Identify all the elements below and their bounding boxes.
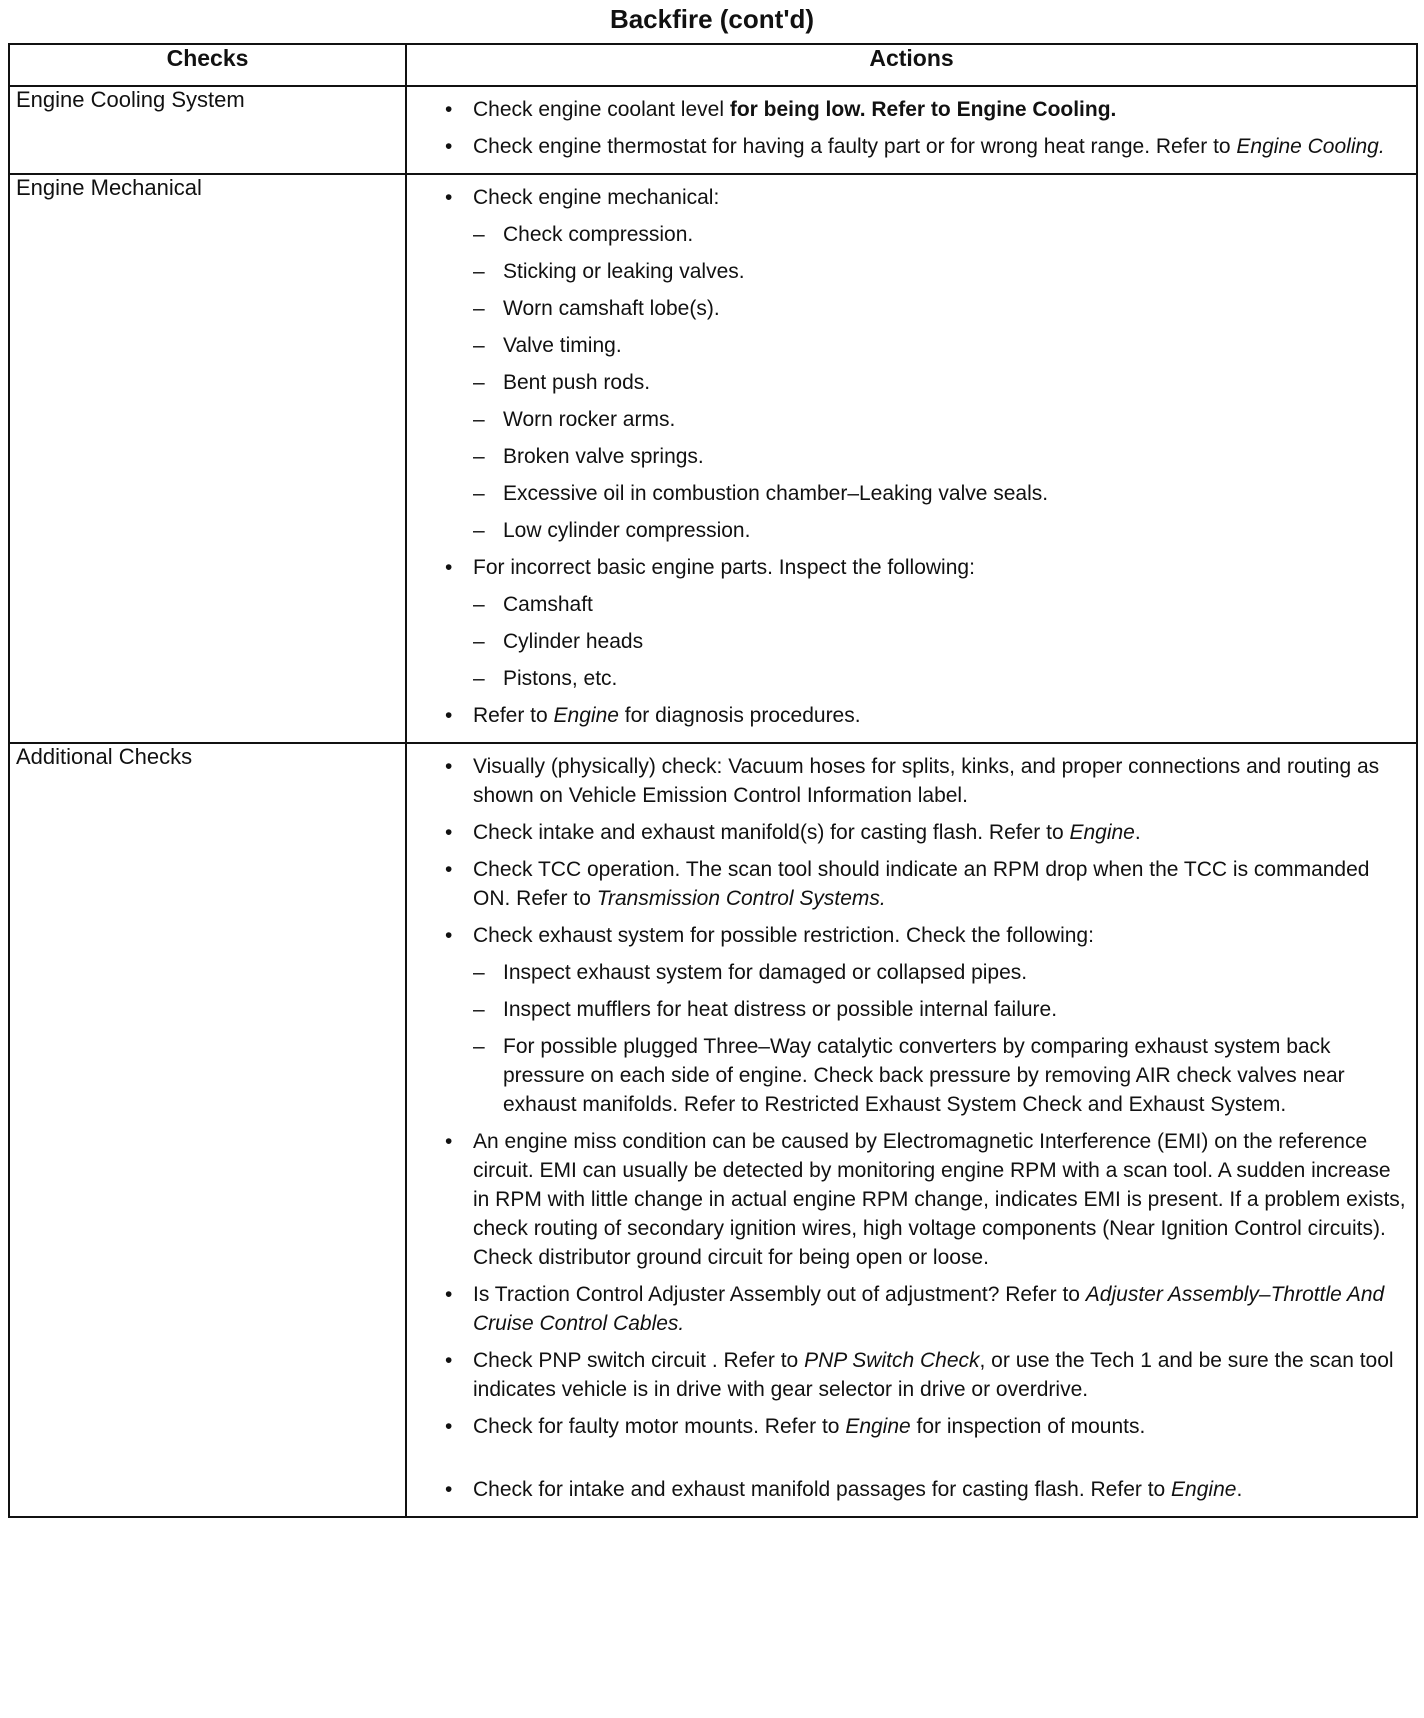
action-text: Check compression. — [503, 223, 694, 246]
table-row — [9, 86, 1417, 174]
action-text: Transmission Control Systems. — [596, 887, 886, 910]
action-text: Visually (physically) check: Vacuum hoses for splits, kinks, and proper connections and routing as shown on Vehicle Emission Control Information label. — [473, 755, 1380, 807]
sub-list-item — [445, 479, 1408, 508]
action-text: Sticking or leaking valves. — [503, 260, 745, 283]
action-text: Refer to — [473, 704, 554, 727]
action-text: Engine — [845, 1415, 911, 1438]
sub-list-item — [445, 257, 1408, 286]
bullet-item — [445, 752, 1408, 810]
action-text: Excessive oil in combustion chamber–Leaking valve seals. — [503, 482, 1049, 505]
action-text: Check engine mechanical: — [473, 186, 720, 209]
table-row — [9, 743, 1417, 1517]
table-row — [9, 174, 1417, 743]
action-text: Check for faulty motor mounts. Refer to — [473, 1415, 846, 1438]
bullet-item — [445, 95, 1408, 124]
action-text: Engine — [1171, 1478, 1237, 1501]
sub-list-item — [445, 516, 1408, 545]
action-text: Inspect mufflers for heat distress or possible internal failure. — [503, 998, 1058, 1021]
action-text: Valve timing. — [503, 334, 622, 357]
bullet-item — [445, 855, 1408, 913]
page-title: Backfire (cont'd) — [609, 4, 815, 34]
check-cell: Engine Cooling System — [9, 86, 406, 174]
action-text: Check TCC operation. The scan tool should indicate an RPM drop when the TCC is commanded ON. Refer to — [473, 858, 1370, 910]
sub-list-item — [445, 995, 1408, 1024]
action-text: for inspection of mounts. — [910, 1415, 1146, 1438]
sub-list-item — [445, 220, 1408, 249]
checks-column-header: Checks — [9, 44, 406, 86]
sub-list-item — [445, 1032, 1408, 1119]
action-text: Low cylinder compression. — [503, 519, 751, 542]
sub-list-item — [445, 405, 1408, 434]
action-text: Engine Cooling. — [1236, 135, 1385, 158]
actions-cell — [406, 174, 1417, 743]
action-text: Check engine coolant level — [473, 98, 730, 121]
action-text: Pistons, etc. — [503, 667, 618, 690]
action-text: Adjuster Assembly–Throttle And Cruise Control Cables. — [473, 1283, 1385, 1335]
action-text: Broken valve springs. — [503, 445, 704, 468]
sub-list-item — [445, 590, 1408, 619]
action-text: Is Traction Control Adjuster Assembly out of adjustment? Refer to — [473, 1283, 1086, 1306]
action-text: for being low. Refer to Engine Cooling. — [729, 98, 1117, 121]
action-text: For incorrect basic engine parts. Inspect the following: — [473, 556, 975, 579]
action-text: Check engine thermostat for having a faulty part or for wrong heat range. Refer to — [473, 135, 1237, 158]
action-text: Worn rocker arms. — [503, 408, 676, 431]
sub-list-item — [445, 368, 1408, 397]
action-text: . — [1236, 1478, 1243, 1501]
action-text: . — [1134, 821, 1141, 844]
actions-cell — [406, 86, 1417, 174]
bullet-item — [445, 553, 1408, 582]
bullet-item — [445, 1127, 1408, 1272]
action-text: PNP Switch Check — [804, 1349, 980, 1372]
action-text: For possible plugged Three–Way catalytic converters by comparing exhaust system back pressure on each side of engine. Check back pressure by removing AIR check valves near exhaust manifolds. Refer to Restricted Exhaust System Check and Exhaust System. — [503, 1035, 1345, 1116]
bullet-item — [445, 1475, 1408, 1504]
action-text: Cylinder heads — [503, 630, 644, 653]
action-text: , or use the Tech 1 and be sure the scan tool indicates vehicle is in drive with gear selector in drive or overdrive. — [473, 1349, 1394, 1401]
bullet-item — [445, 1412, 1408, 1441]
action-text: Inspect exhaust system for damaged or collapsed pipes. — [503, 961, 1028, 984]
check-cell: Engine Mechanical — [9, 174, 406, 743]
action-text: Check exhaust system for possible restriction. Check the following: — [473, 924, 1094, 947]
diagnosis-table — [8, 43, 1418, 1518]
sub-list-item — [445, 442, 1408, 471]
actions-cell — [406, 743, 1417, 1517]
sub-list-item — [445, 664, 1408, 693]
action-text: An engine miss condition can be caused by Electromagnetic Interference (EMI) on the reference circuit. EMI can usually be detected by monitoring engine RPM with a scan tool. A sudden increase in RPM with little change in actual engine RPM change, indicates EMI is present. If a problem exists, check routing of secondary ignition wires, high voltage components (Near Ignition Control circuits). Check distributor ground circuit for being open or loose. — [473, 1130, 1406, 1269]
bullet-item — [445, 818, 1408, 847]
actions-column-header: Actions — [406, 44, 1417, 86]
action-text: Camshaft — [503, 593, 593, 616]
sub-list-item — [445, 331, 1408, 360]
bullet-item — [445, 1280, 1408, 1338]
bullet-item — [445, 701, 1408, 730]
action-text: Check intake and exhaust manifold(s) for casting flash. Refer to — [473, 821, 1070, 844]
action-text: Bent push rods. — [503, 371, 651, 394]
bullet-item — [445, 183, 1408, 212]
action-text: Engine — [553, 704, 619, 727]
bullet-item — [445, 1346, 1408, 1404]
sub-list-item — [445, 627, 1408, 656]
bullet-item — [445, 132, 1408, 161]
table-header-row — [9, 44, 1417, 86]
bullet-item — [445, 921, 1408, 950]
sub-list-item — [445, 294, 1408, 323]
action-text: for diagnosis procedures. — [618, 704, 861, 727]
action-text: Check PNP switch circuit . Refer to — [473, 1349, 805, 1372]
action-text: Check for intake and exhaust manifold passages for casting flash. Refer to — [473, 1478, 1172, 1501]
action-text: Worn camshaft lobe(s). — [503, 297, 720, 320]
check-cell: Additional Checks — [9, 743, 406, 1517]
sub-list-item — [445, 958, 1408, 987]
action-text: Engine — [1069, 821, 1135, 844]
